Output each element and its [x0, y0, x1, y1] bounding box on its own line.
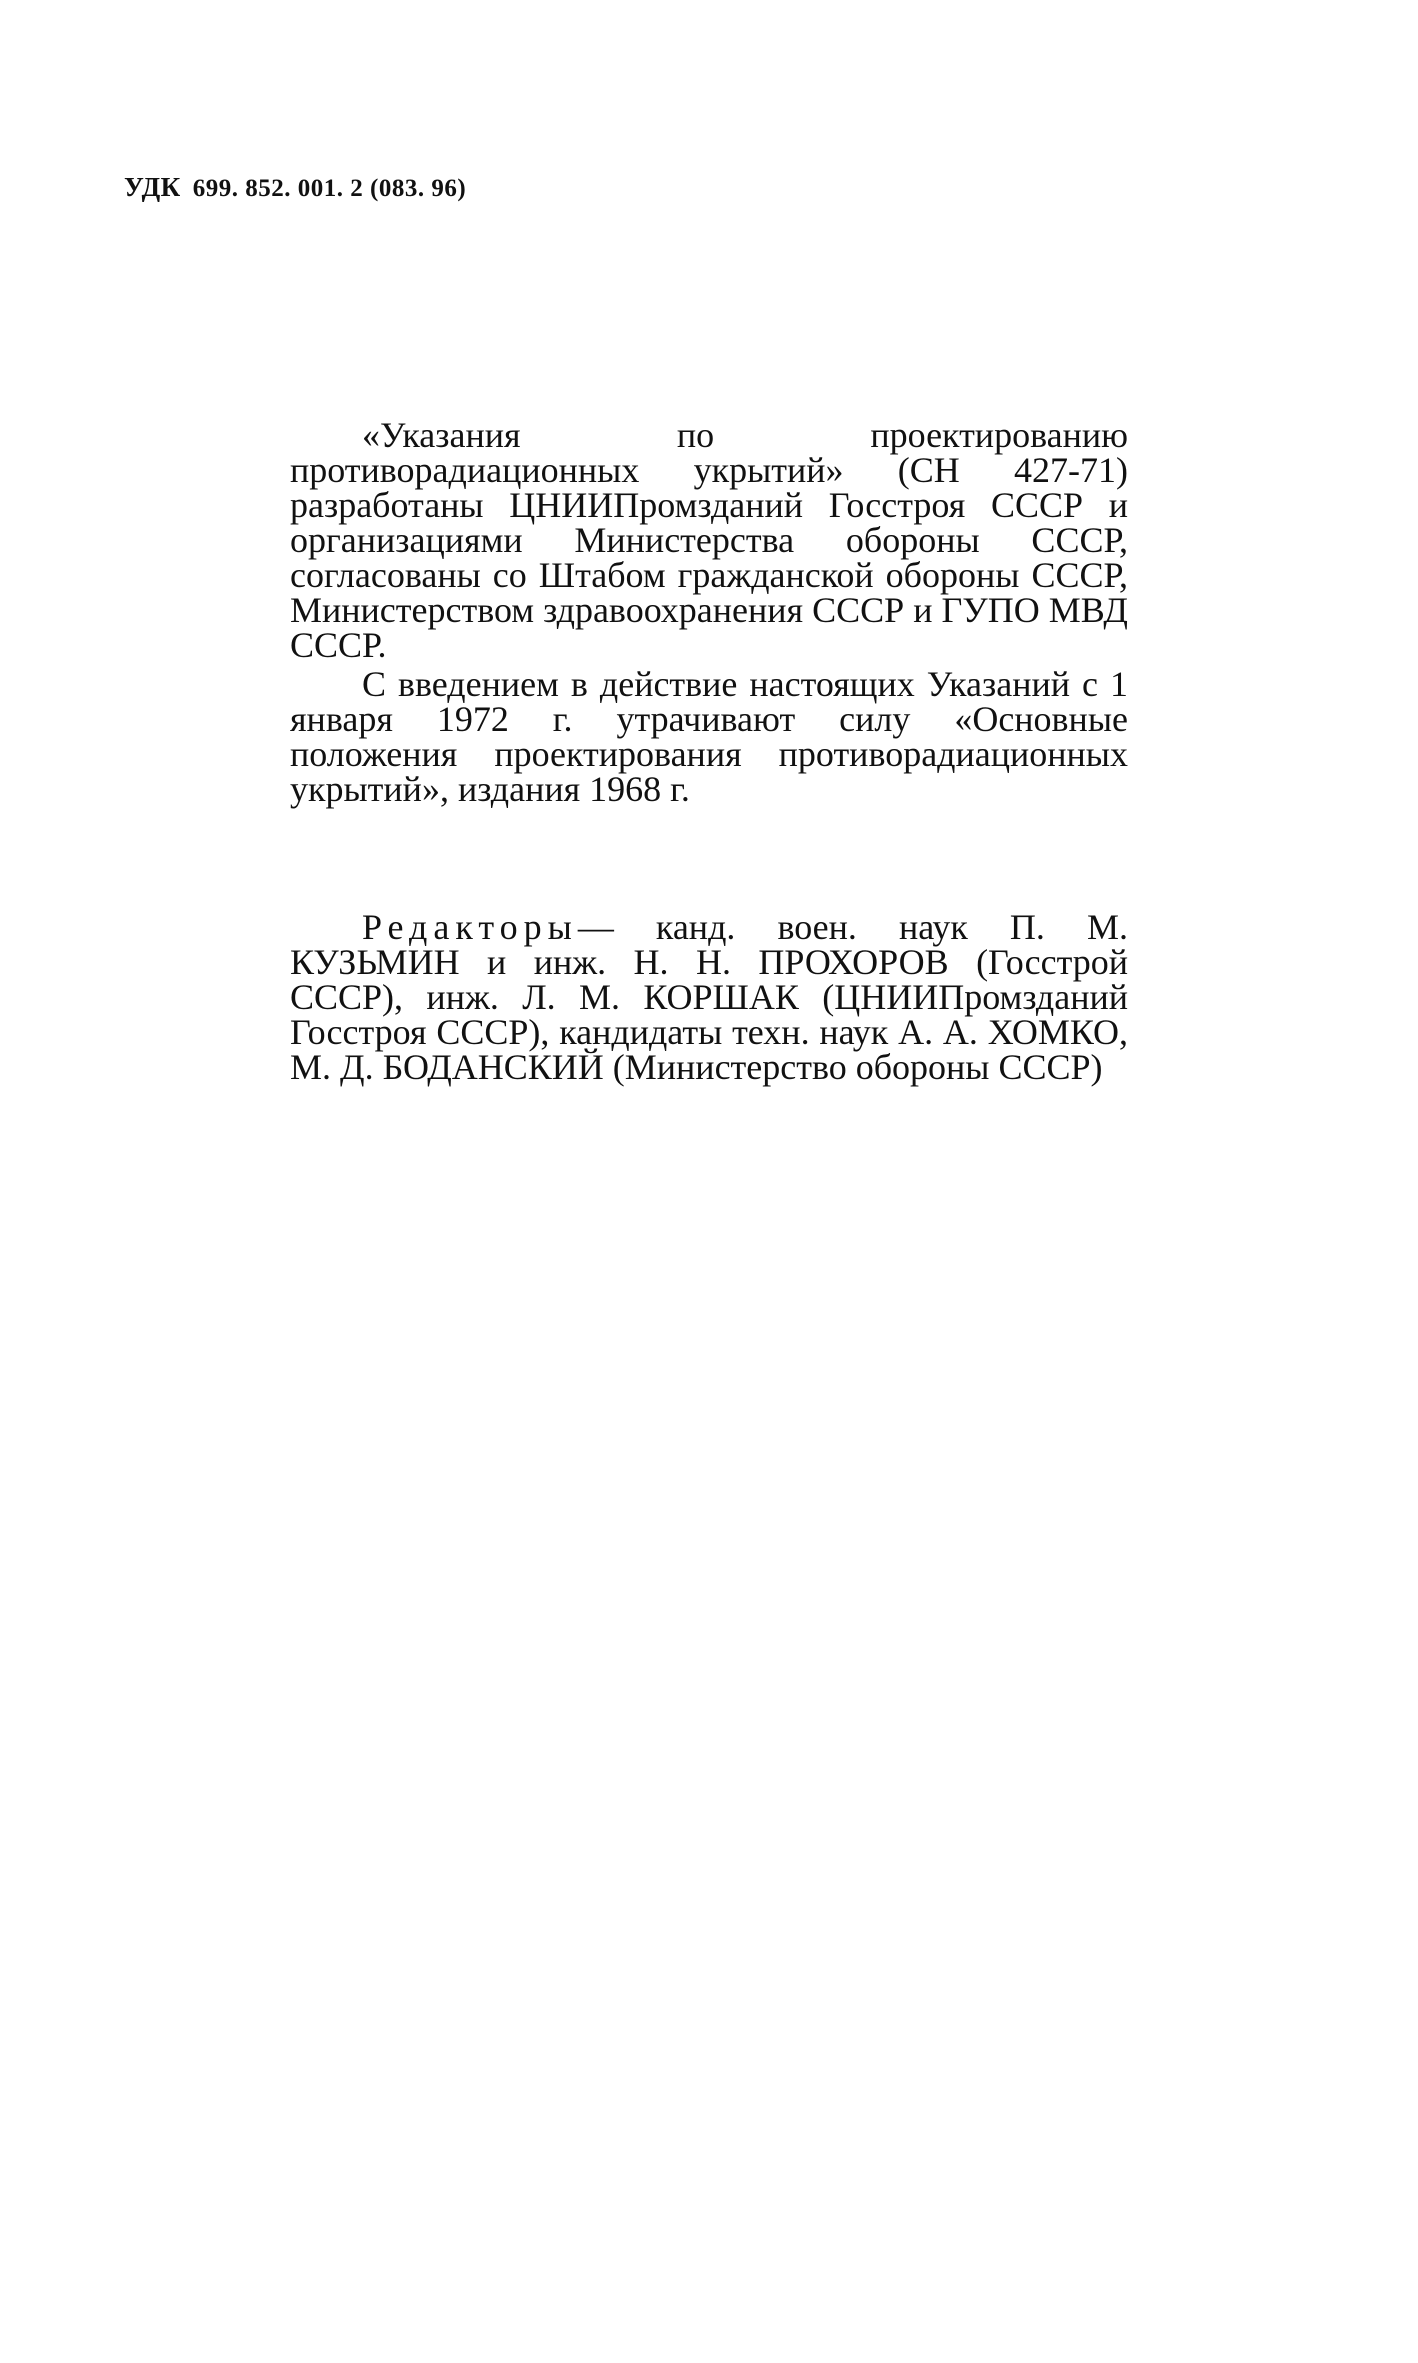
intro-section: [290, 415, 1128, 809]
editors-text: — канд. воен. наук П. М. КУЗЬМИН и инж. Н. Н. ПРОХОРОВ (Госстрой СССР), инж. Л. М. КОРШАК (ЦНИИПромзданий Госстроя СССР), кандидаты техн. наук А. А. ХОМКО, М. Д. БОДАНСКИЙ (Министерство обороны СССР): [290, 907, 1128, 1087]
intro-paragraph-2: С введением в действие настоящих Указаний с 1 января 1972 г. утрачивают силу «Основные положения проектирования противорадиационных укрытий», издания 1968 г.: [290, 664, 1128, 809]
intro-paragraph-1: «Указания по проектированию противорадиационных укрытий» (СН 427-71) разработаны ЦНИИПромзданий Госстроя СССР и организациями Министерства обороны СССР, согласованы со Штабом гражданской обороны СССР, Министерством здравоохранения СССР и ГУПО МВД СССР.: [290, 415, 1128, 665]
editors-section: [290, 907, 1128, 1087]
udk-code: 699. 852. 001. 2 (083. 96): [192, 175, 467, 202]
editors-paragraph: [290, 907, 1128, 1087]
editors-label: Редакторы: [362, 907, 578, 947]
udk-classification: [124, 172, 466, 203]
udk-label: УДК: [124, 172, 181, 202]
